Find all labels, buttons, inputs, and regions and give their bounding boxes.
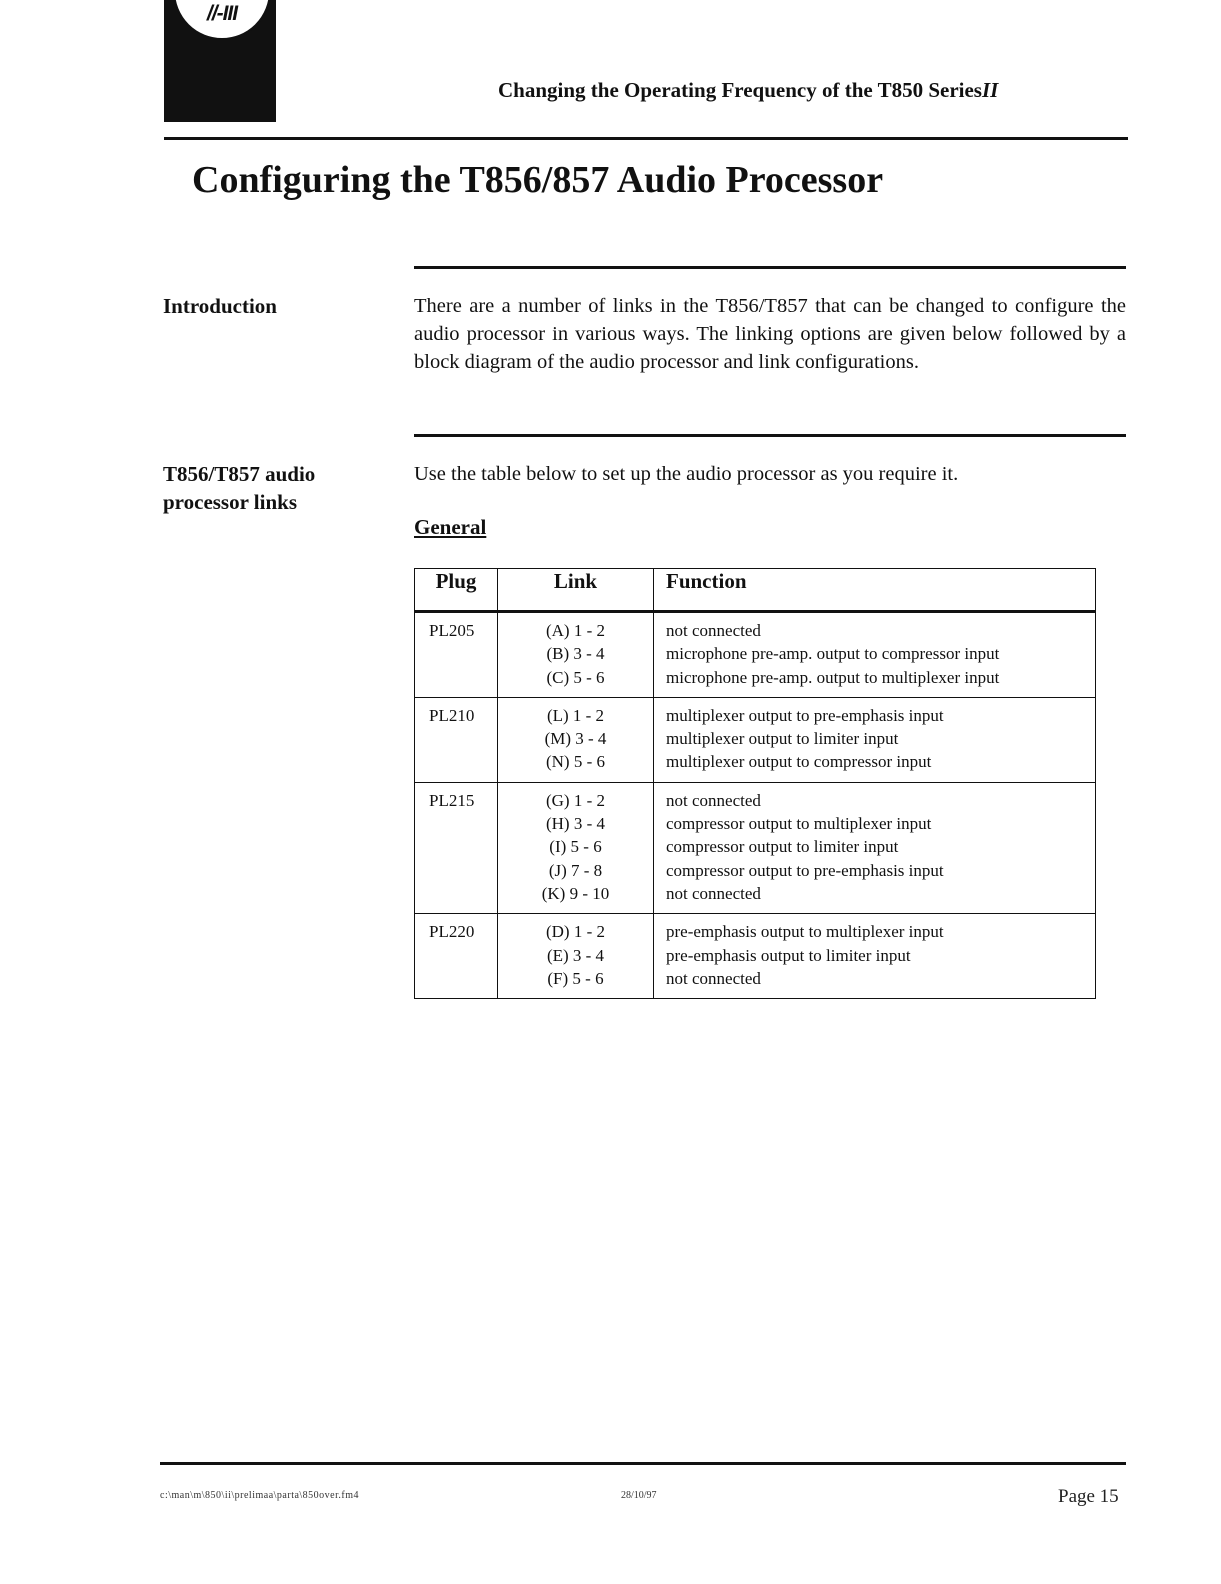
link-option: (H) 3 - 4 — [545, 814, 605, 834]
link-option: (E) 3 - 4 — [546, 945, 605, 965]
general-subheading: General — [414, 515, 487, 539]
footer-rule — [160, 1462, 1126, 1465]
function-description: compressor output to limiter input — [666, 837, 899, 857]
link-option: (C) 5 - 6 — [546, 667, 605, 687]
link-option: (A) 1 - 2 — [545, 621, 605, 640]
links-heading — [163, 460, 383, 516]
link-option: (F) 5 - 6 — [547, 968, 604, 988]
running-header-suffix: II — [981, 78, 999, 102]
function-cell — [654, 914, 1096, 999]
link-option: (K) 9 - 10 — [541, 883, 610, 903]
link-option: (I) 5 - 6 — [549, 837, 602, 857]
section-rule-links — [414, 434, 1126, 437]
footer-file-path: c:\man\m\850\ii\prelimaa\parta\850over.fm4 — [160, 1490, 360, 1501]
links-heading-line2: processor links — [163, 490, 297, 514]
company-logo — [164, 0, 276, 122]
audio-links-table — [414, 568, 1096, 999]
plug-cell: PL210 — [415, 697, 498, 782]
page-number: Page 15 — [1058, 1486, 1119, 1507]
link-cell — [498, 782, 654, 913]
link-cell — [498, 697, 654, 782]
table-row — [415, 914, 1096, 999]
function-description: not connected — [666, 621, 761, 640]
link-option: (M) 3 - 4 — [544, 729, 607, 749]
table-row — [415, 697, 1096, 782]
function-description: multiplexer output to limiter input — [666, 729, 899, 749]
link-cell — [498, 612, 654, 698]
link-option: (N) 5 - 6 — [545, 752, 605, 772]
function-description: compressor output to pre-emphasis input — [666, 860, 944, 880]
function-description: microphone pre-amp. output to compressor input — [666, 644, 1000, 664]
link-option: (J) 7 - 8 — [548, 860, 603, 880]
links-heading-line1: T856/T857 audio — [163, 462, 316, 486]
link-option: (B) 3 - 4 — [546, 644, 605, 664]
plug-cell: PL215 — [415, 782, 498, 913]
introduction-body: There are a number of links in the T856/T857 that can be changed to configure the audio processor in various ways. The linking options are given below followed by a block diagram of the audio processor and link configurations. — [414, 295, 1126, 373]
link-option: (D) 1 - 2 — [545, 922, 605, 942]
plug-cell: PL205 — [415, 612, 498, 698]
link-option: (G) 1 - 2 — [545, 790, 605, 810]
page-title: Configuring the T856/857 Audio Processor — [192, 159, 884, 201]
function-description: microphone pre-amp. output to multiplexer input — [666, 667, 1000, 687]
running-header — [498, 78, 998, 103]
column-header-function: Function — [654, 569, 1096, 612]
function-description: multiplexer output to pre-emphasis input — [666, 705, 944, 725]
introduction-heading: Introduction — [163, 294, 277, 318]
links-body: Use the table below to set up the audio processor as you require it. — [414, 463, 959, 485]
section-rule-introduction — [414, 266, 1126, 269]
running-header-title: Changing the Operating Frequency of the T850 Series — [498, 78, 982, 102]
link-cell — [498, 914, 654, 999]
function-description: not connected — [666, 883, 761, 903]
plug-cell: PL220 — [415, 914, 498, 999]
column-header-link: Link — [498, 569, 654, 612]
footer-date: 28/10/97 — [621, 1490, 657, 1501]
logo-emblem — [173, 0, 271, 40]
function-description: pre-emphasis output to multiplexer input — [666, 922, 944, 942]
table-row — [415, 782, 1096, 913]
table-row — [415, 612, 1096, 698]
link-option: (L) 1 - 2 — [546, 705, 605, 725]
table-header-row — [415, 569, 1096, 612]
header-rule — [164, 137, 1128, 140]
function-description: not connected — [666, 968, 761, 988]
function-cell — [654, 612, 1096, 698]
function-description: multiplexer output to compressor input — [666, 752, 932, 772]
function-cell — [654, 782, 1096, 913]
function-cell — [654, 697, 1096, 782]
function-description: pre-emphasis output to limiter input — [666, 945, 911, 965]
column-header-plug: Plug — [415, 569, 498, 612]
table-body — [415, 612, 1096, 999]
function-description: compressor output to multiplexer input — [666, 814, 932, 834]
logo-text: //-III — [206, 2, 238, 25]
function-description: not connected — [666, 790, 761, 810]
